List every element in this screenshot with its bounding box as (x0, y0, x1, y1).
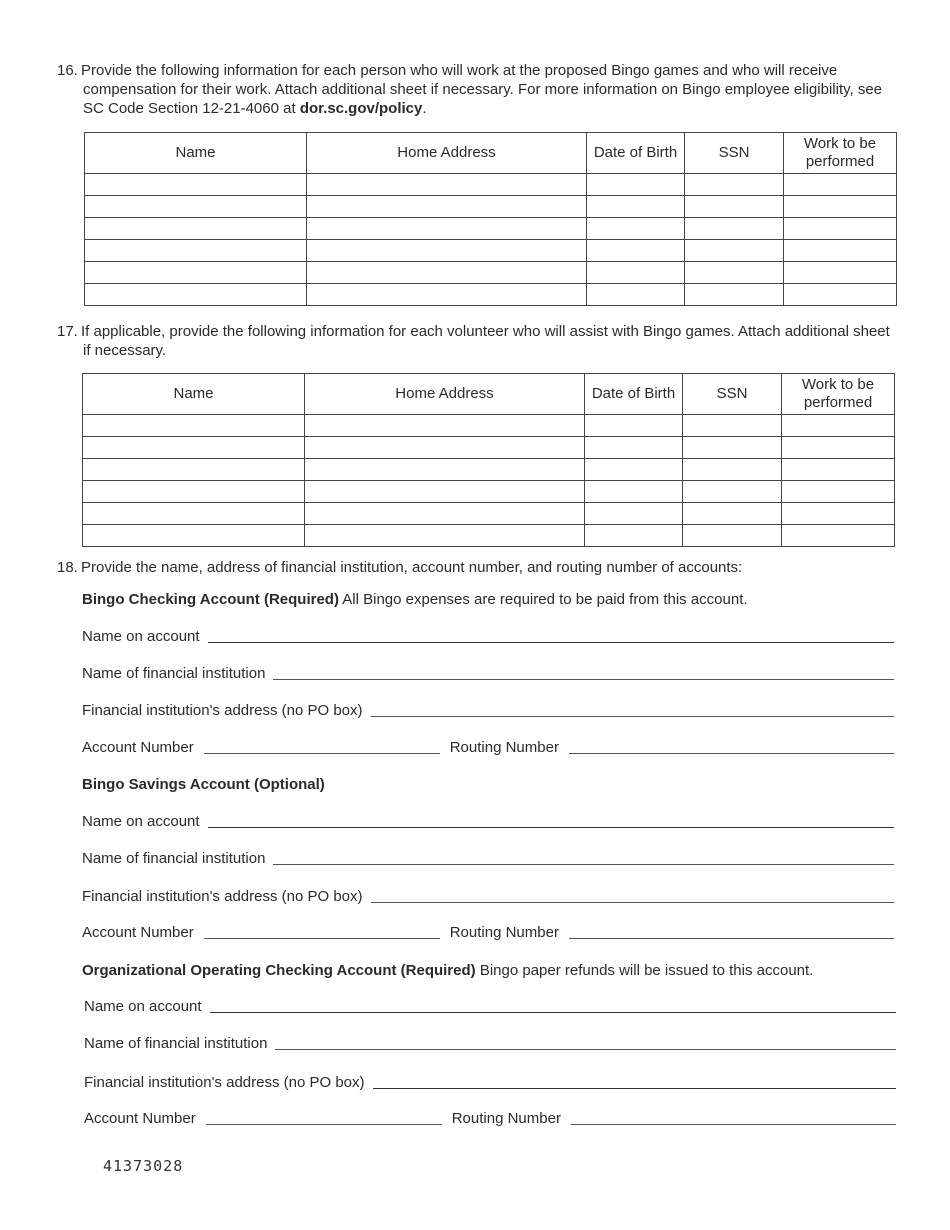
cell-address[interactable] (305, 525, 585, 547)
cell-ssn[interactable] (683, 415, 782, 437)
cell-name[interactable] (83, 459, 305, 481)
input-line[interactable] (210, 1012, 896, 1013)
cell-dob[interactable] (585, 437, 683, 459)
table-header-row (85, 133, 897, 174)
cell-address[interactable] (307, 196, 587, 218)
cell-dob[interactable] (585, 503, 683, 525)
cell-ssn[interactable] (685, 262, 784, 284)
savings-account-routing (82, 922, 894, 942)
savings-institution-address[interactable] (82, 886, 894, 906)
input-line[interactable] (371, 716, 895, 717)
table-header-row (83, 374, 895, 415)
field-label: Name of financial institution (82, 850, 266, 867)
cell-ssn[interactable] (685, 240, 784, 262)
operating-institution-address[interactable] (84, 1072, 896, 1092)
question-17 (57, 322, 897, 360)
account-number-input[interactable] (204, 753, 440, 754)
cell-address[interactable] (307, 284, 587, 306)
routing-number-input[interactable] (569, 938, 894, 939)
table-row (85, 196, 897, 218)
cell-work[interactable] (782, 525, 895, 547)
cell-name[interactable] (85, 196, 307, 218)
cell-dob[interactable] (587, 218, 685, 240)
header-home-address: Home Address (307, 133, 587, 174)
input-line[interactable] (273, 679, 894, 680)
field-label: Financial institution's address (no PO box) (82, 702, 363, 719)
question-text: If applicable, provide the following information for each volunteer who will assist with Bingo games. Attach additional sheet if necessary. (81, 323, 890, 359)
cell-work[interactable] (784, 262, 897, 284)
cell-work[interactable] (784, 218, 897, 240)
savings-name-on-account[interactable] (82, 811, 894, 831)
field-label: Name of financial institution (84, 1035, 268, 1052)
cell-dob[interactable] (585, 481, 683, 503)
header-name: Name (83, 374, 305, 415)
question-text: Provide the following information for each person who will work at the proposed Bingo games and who will receive compensation for their work. Attach additional sheet if necessary. For more information on Bingo employee eligibility, see SC Code Section 12-21-4060 at dor.sc.gov/policy. (81, 62, 883, 117)
routing-number-label: Routing Number (449, 739, 559, 756)
table-row (85, 284, 897, 306)
cell-dob[interactable] (585, 459, 683, 481)
cell-name[interactable] (85, 284, 307, 306)
field-label: Financial institution's address (no PO box) (82, 888, 363, 905)
cell-ssn[interactable] (683, 503, 782, 525)
cell-ssn[interactable] (685, 174, 784, 196)
table-row (85, 218, 897, 240)
checking-institution-address[interactable] (82, 700, 894, 720)
header-ssn: SSN (685, 133, 784, 174)
cell-ssn[interactable] (685, 284, 784, 306)
checking-institution-name[interactable] (82, 663, 894, 683)
cell-address[interactable] (305, 437, 585, 459)
input-line[interactable] (273, 864, 894, 865)
table-row (83, 525, 895, 547)
table-row (83, 481, 895, 503)
cell-work[interactable] (784, 240, 897, 262)
field-label: Name on account (82, 813, 200, 830)
cell-name[interactable] (83, 415, 305, 437)
cell-work[interactable] (784, 196, 897, 218)
cell-address[interactable] (305, 415, 585, 437)
cell-ssn[interactable] (683, 481, 782, 503)
account-number-label: Account Number (82, 924, 194, 941)
operating-institution-name[interactable] (84, 1033, 896, 1053)
form-number: 41373028 (103, 1157, 184, 1175)
cell-work[interactable] (782, 459, 895, 481)
input-line[interactable] (373, 1088, 897, 1089)
cell-dob[interactable] (585, 525, 683, 547)
header-work: Work to be performed (782, 374, 895, 415)
operating-account-heading: Organizational Operating Checking Account (Required) Bingo paper refunds will be issued to this account. (82, 962, 814, 979)
table-row (85, 174, 897, 196)
cell-name[interactable] (83, 437, 305, 459)
savings-account-heading: Bingo Savings Account (Optional) (82, 776, 325, 793)
question-16 (57, 61, 897, 118)
question-number: 17. (57, 323, 78, 340)
cell-work[interactable] (784, 174, 897, 196)
cell-dob[interactable] (587, 262, 685, 284)
operating-account-routing (84, 1108, 896, 1128)
cell-ssn[interactable] (685, 196, 784, 218)
question-18 (57, 558, 897, 577)
input-line[interactable] (371, 902, 895, 903)
table-row (83, 437, 895, 459)
input-line[interactable] (275, 1049, 896, 1050)
account-number-label: Account Number (82, 739, 194, 756)
cell-ssn[interactable] (683, 437, 782, 459)
cell-name[interactable] (85, 262, 307, 284)
cell-work[interactable] (782, 415, 895, 437)
cell-work[interactable] (782, 503, 895, 525)
table-row (85, 240, 897, 262)
checking-name-on-account[interactable] (82, 626, 894, 646)
policy-link[interactable]: dor.sc.gov/policy (299, 100, 423, 117)
question-text: Provide the name, address of financial institution, account number, and routing number of accounts: (81, 559, 743, 576)
cell-name[interactable] (85, 240, 307, 262)
checking-account-heading: Bingo Checking Account (Required) All Bingo expenses are required to be paid from this account. (82, 591, 748, 608)
cell-address[interactable] (305, 503, 585, 525)
cell-ssn[interactable] (683, 525, 782, 547)
cell-name[interactable] (83, 503, 305, 525)
routing-number-label: Routing Number (451, 1110, 561, 1127)
header-date-of-birth: Date of Birth (585, 374, 683, 415)
field-label: Name of financial institution (82, 665, 266, 682)
table-row (83, 503, 895, 525)
volunteer-table (82, 373, 895, 547)
cell-name[interactable] (83, 525, 305, 547)
cell-dob[interactable] (587, 174, 685, 196)
cell-name[interactable] (83, 481, 305, 503)
cell-address[interactable] (305, 459, 585, 481)
cell-ssn[interactable] (683, 459, 782, 481)
employee-table (84, 132, 897, 306)
cell-work[interactable] (782, 481, 895, 503)
field-label: Name on account (82, 628, 200, 645)
savings-institution-name[interactable] (82, 848, 894, 868)
operating-name-on-account[interactable] (84, 996, 896, 1016)
input-line[interactable] (208, 642, 894, 643)
cell-address[interactable] (307, 240, 587, 262)
checking-account-routing (82, 737, 894, 757)
cell-dob[interactable] (587, 284, 685, 306)
header-name: Name (85, 133, 307, 174)
cell-dob[interactable] (587, 240, 685, 262)
header-home-address: Home Address (305, 374, 585, 415)
cell-work[interactable] (782, 437, 895, 459)
cell-name[interactable] (85, 218, 307, 240)
table-row (83, 415, 895, 437)
account-number-label: Account Number (84, 1110, 196, 1127)
field-label: Name on account (84, 998, 202, 1015)
header-date-of-birth: Date of Birth (587, 133, 685, 174)
cell-ssn[interactable] (685, 218, 784, 240)
routing-number-input[interactable] (569, 753, 894, 754)
header-work: Work to be performed (784, 133, 897, 174)
field-label: Financial institution's address (no PO box) (84, 1074, 365, 1091)
cell-address[interactable] (307, 218, 587, 240)
cell-work[interactable] (784, 284, 897, 306)
cell-address[interactable] (305, 481, 585, 503)
cell-dob[interactable] (587, 196, 685, 218)
question-number: 16. (57, 62, 78, 79)
table-row (85, 262, 897, 284)
account-number-input[interactable] (206, 1124, 442, 1125)
cell-address[interactable] (307, 262, 587, 284)
cell-name[interactable] (85, 174, 307, 196)
routing-number-label: Routing Number (449, 924, 559, 941)
cell-dob[interactable] (585, 415, 683, 437)
routing-number-input[interactable] (571, 1124, 896, 1125)
header-ssn: SSN (683, 374, 782, 415)
question-number: 18. (57, 559, 78, 576)
cell-address[interactable] (307, 174, 587, 196)
input-line[interactable] (208, 827, 894, 828)
account-number-input[interactable] (204, 938, 440, 939)
table-row (83, 459, 895, 481)
